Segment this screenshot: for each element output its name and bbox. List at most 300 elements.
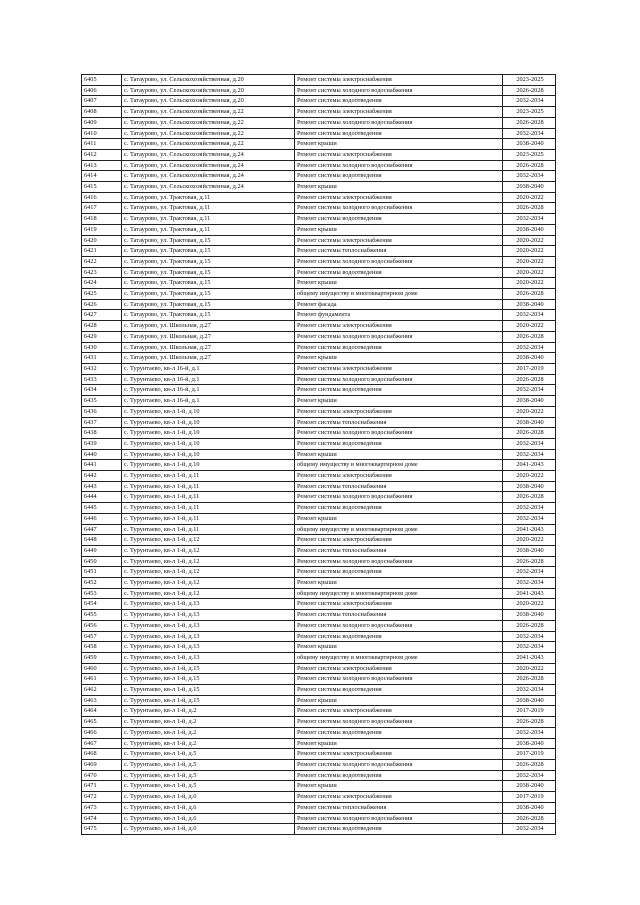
work-type-cell: Ремонт системы водоотведения xyxy=(295,631,503,642)
row-number: 6452 xyxy=(82,578,122,589)
work-type-cell: Ремонт системы водоотведения xyxy=(295,503,503,514)
period-cell: 2032-2034 xyxy=(503,642,556,653)
table-row xyxy=(82,524,556,535)
row-number: 6467 xyxy=(82,738,122,749)
row-number: 6442 xyxy=(82,471,122,482)
period-cell: 2026-2028 xyxy=(503,117,556,128)
work-type-cell: Ремонт системы электроснабжения xyxy=(295,235,503,246)
period-cell: 2032-2034 xyxy=(503,513,556,524)
period-cell: 2023-2025 xyxy=(503,75,556,86)
work-type-cell: Ремонт крыши xyxy=(295,182,503,193)
row-number: 6466 xyxy=(82,727,122,738)
period-cell: 2038-2040 xyxy=(503,545,556,556)
address-cell: с. Татаурово, ул. Сельскохозяйственная, д.22 xyxy=(122,107,295,118)
table-row xyxy=(82,545,556,556)
row-number: 6450 xyxy=(82,556,122,567)
table-row xyxy=(82,438,556,449)
row-number: 6461 xyxy=(82,674,122,685)
address-cell: с. Турунтаево, кв-л 16-й, д.1 xyxy=(122,363,295,374)
period-cell: 2032-2034 xyxy=(503,342,556,353)
table-row xyxy=(82,674,556,685)
work-type-cell: Ремонт системы теплоснабжения xyxy=(295,481,503,492)
row-number: 6434 xyxy=(82,385,122,396)
work-type-cell: Ремонт системы холодного водоснабжения xyxy=(295,160,503,171)
period-cell: 2038-2040 xyxy=(503,610,556,621)
address-cell: с. Турунтаево, кв-л 1-й, д.11 xyxy=(122,524,295,535)
table-row xyxy=(82,792,556,803)
address-cell: с. Татаурово, ул. Трактовая, д.11 xyxy=(122,203,295,214)
address-cell: с. Татаурово, ул. Трактовая, д.15 xyxy=(122,235,295,246)
table-row xyxy=(82,214,556,225)
address-cell: с. Турунтаево, кв-л 1-й, д.2 xyxy=(122,738,295,749)
period-cell: 2032-2034 xyxy=(503,567,556,578)
table-row xyxy=(82,406,556,417)
period-cell: 2038-2040 xyxy=(503,353,556,364)
table-row xyxy=(82,299,556,310)
row-number: 6421 xyxy=(82,246,122,257)
address-cell: с. Татаурово, ул. Школьная, д.27 xyxy=(122,353,295,364)
work-type-cell: общему имуществу в многоквартирном доме xyxy=(295,652,503,663)
row-number: 6409 xyxy=(82,117,122,128)
row-number: 6473 xyxy=(82,802,122,813)
table-row xyxy=(82,749,556,760)
address-cell: с. Турунтаево, кв-л 1-й, д.15 xyxy=(122,685,295,696)
row-number: 6411 xyxy=(82,139,122,150)
period-cell: 2020-2022 xyxy=(503,267,556,278)
work-type-cell: Ремонт системы электроснабжения xyxy=(295,792,503,803)
address-cell: с. Турунтаево, кв-л 16-й, д.1 xyxy=(122,385,295,396)
period-cell: 2020-2022 xyxy=(503,599,556,610)
table-row xyxy=(82,631,556,642)
row-number: 6462 xyxy=(82,685,122,696)
work-type-cell: Ремонт системы теплоснабжения xyxy=(295,802,503,813)
period-cell: 2032-2034 xyxy=(503,438,556,449)
work-type-cell: Ремонт системы холодного водоснабжения xyxy=(295,556,503,567)
period-cell: 2026-2028 xyxy=(503,620,556,631)
address-cell: с. Турунтаево, кв-л 1-й, д.10 xyxy=(122,460,295,471)
table-row xyxy=(82,353,556,364)
row-number: 6447 xyxy=(82,524,122,535)
table-row xyxy=(82,117,556,128)
address-cell: с. Татаурово, ул. Сельскохозяйственная, д.24 xyxy=(122,171,295,182)
row-number: 6439 xyxy=(82,438,122,449)
work-type-cell: Ремонт системы холодного водоснабжения xyxy=(295,813,503,824)
row-number: 6417 xyxy=(82,203,122,214)
period-cell: 2038-2040 xyxy=(503,738,556,749)
row-number: 6424 xyxy=(82,278,122,289)
table-row xyxy=(82,781,556,792)
work-type-cell: Ремонт системы холодного водоснабжения xyxy=(295,760,503,771)
table-row xyxy=(82,513,556,524)
row-number: 6438 xyxy=(82,428,122,439)
table-row xyxy=(82,224,556,235)
period-cell: 2026-2028 xyxy=(503,331,556,342)
table-row xyxy=(82,652,556,663)
address-cell: с. Турунтаево, кв-л 16-й, д.1 xyxy=(122,396,295,407)
period-cell: 2032-2034 xyxy=(503,770,556,781)
address-cell: с. Турунтаево, кв-л 1-й, д.6 xyxy=(122,824,295,835)
address-cell: с. Турунтаево, кв-л 16-й, д.1 xyxy=(122,374,295,385)
address-cell: с. Татаурово, ул. Трактовая, д.15 xyxy=(122,299,295,310)
period-cell: 2038-2040 xyxy=(503,781,556,792)
address-cell: с. Татаурово, ул. Сельскохозяйственная, д.22 xyxy=(122,128,295,139)
address-cell: с. Турунтаево, кв-л 1-й, д.10 xyxy=(122,438,295,449)
work-type-cell: Ремонт системы электроснабжения xyxy=(295,149,503,160)
work-type-cell: Ремонт системы водоотведения xyxy=(295,438,503,449)
table-row xyxy=(82,610,556,621)
row-number: 6458 xyxy=(82,642,122,653)
work-type-cell: Ремонт системы водоотведения xyxy=(295,385,503,396)
address-cell: с. Татаурово, ул. Трактовая, д.15 xyxy=(122,278,295,289)
period-cell: 2020-2022 xyxy=(503,406,556,417)
address-cell: с. Турунтаево, кв-л 1-й, д.2 xyxy=(122,727,295,738)
table-row xyxy=(82,727,556,738)
table-row xyxy=(82,396,556,407)
table-row xyxy=(82,96,556,107)
work-type-cell: Ремонт крыши xyxy=(295,513,503,524)
table-row xyxy=(82,503,556,514)
work-type-cell: Ремонт системы водоотведения xyxy=(295,171,503,182)
address-cell: с. Турунтаево, кв-л 1-й, д.12 xyxy=(122,535,295,546)
work-type-cell: общему имуществу в многоквартирном доме xyxy=(295,524,503,535)
work-type-cell: Ремонт системы электроснабжения xyxy=(295,535,503,546)
table-row xyxy=(82,535,556,546)
period-cell: 2026-2028 xyxy=(503,717,556,728)
address-cell: с. Турунтаево, кв-л 1-й, д.13 xyxy=(122,620,295,631)
work-type-cell: Ремонт системы теплоснабжения xyxy=(295,246,503,257)
table-row xyxy=(82,374,556,385)
table-row xyxy=(82,75,556,86)
period-cell: 2026-2028 xyxy=(503,492,556,503)
work-type-cell: Ремонт системы электроснабжения xyxy=(295,663,503,674)
work-type-cell: Ремонт системы водоотведения xyxy=(295,727,503,738)
period-cell: 2038-2040 xyxy=(503,396,556,407)
repair-schedule-table xyxy=(81,74,556,835)
address-cell: с. Турунтаево, кв-л 1-й, д.5 xyxy=(122,749,295,760)
address-cell: с. Татаурово, ул. Трактовая, д.11 xyxy=(122,192,295,203)
row-number: 6472 xyxy=(82,792,122,803)
period-cell: 2041-2043 xyxy=(503,588,556,599)
work-type-cell: Ремонт фундамента xyxy=(295,310,503,321)
address-cell: с. Турунтаево, кв-л 1-й, д.12 xyxy=(122,588,295,599)
work-type-cell: Ремонт крыши xyxy=(295,396,503,407)
row-number: 6455 xyxy=(82,610,122,621)
row-number: 6449 xyxy=(82,545,122,556)
table-row xyxy=(82,770,556,781)
row-number: 6412 xyxy=(82,149,122,160)
address-cell: с. Турунтаево, кв-л 1-й, д.6 xyxy=(122,792,295,803)
period-cell: 2032-2034 xyxy=(503,171,556,182)
address-cell: с. Турунтаево, кв-л 1-й, д.5 xyxy=(122,760,295,771)
table-row xyxy=(82,363,556,374)
table-row xyxy=(82,256,556,267)
table-row xyxy=(82,471,556,482)
work-type-cell: Ремонт системы теплоснабжения xyxy=(295,545,503,556)
table-row xyxy=(82,642,556,653)
address-cell: с. Турунтаево, кв-л 1-й, д.11 xyxy=(122,481,295,492)
work-type-cell: Ремонт системы электроснабжения xyxy=(295,749,503,760)
period-cell: 2038-2040 xyxy=(503,139,556,150)
address-cell: с. Татаурово, ул. Трактовая, д.15 xyxy=(122,289,295,300)
row-number: 6419 xyxy=(82,224,122,235)
work-type-cell: Ремонт системы водоотведения xyxy=(295,567,503,578)
row-number: 6470 xyxy=(82,770,122,781)
period-cell: 2020-2022 xyxy=(503,663,556,674)
work-type-cell: Ремонт системы холодного водоснабжения xyxy=(295,374,503,385)
table-row xyxy=(82,428,556,439)
row-number: 6435 xyxy=(82,396,122,407)
period-cell: 2017-2019 xyxy=(503,749,556,760)
row-number: 6415 xyxy=(82,182,122,193)
period-cell: 2017-2019 xyxy=(503,706,556,717)
period-cell: 2032-2034 xyxy=(503,824,556,835)
row-number: 6428 xyxy=(82,321,122,332)
period-cell: 2038-2040 xyxy=(503,481,556,492)
address-cell: с. Турунтаево, кв-л 1-й, д.10 xyxy=(122,406,295,417)
row-number: 6451 xyxy=(82,567,122,578)
address-cell: с. Татаурово, ул. Сельскохозяйственная, д.24 xyxy=(122,149,295,160)
table-row xyxy=(82,449,556,460)
address-cell: с. Турунтаево, кв-л 1-й, д.12 xyxy=(122,578,295,589)
row-number: 6418 xyxy=(82,214,122,225)
address-cell: с. Татаурово, ул. Школьная, д.27 xyxy=(122,342,295,353)
address-cell: с. Татаурово, ул. Школьная, д.27 xyxy=(122,321,295,332)
period-cell: 2032-2034 xyxy=(503,310,556,321)
period-cell: 2017-2019 xyxy=(503,792,556,803)
table-row xyxy=(82,139,556,150)
work-type-cell: Ремонт системы водоотведения xyxy=(295,770,503,781)
row-number: 6443 xyxy=(82,481,122,492)
table-row xyxy=(82,203,556,214)
period-cell: 2020-2022 xyxy=(503,246,556,257)
address-cell: с. Турунтаево, кв-л 1-й, д.12 xyxy=(122,556,295,567)
address-cell: с. Татаурово, ул. Трактовая, д.15 xyxy=(122,256,295,267)
period-cell: 2041-2043 xyxy=(503,652,556,663)
row-number: 6429 xyxy=(82,331,122,342)
period-cell: 2026-2028 xyxy=(503,289,556,300)
work-type-cell: Ремонт системы холодного водоснабжения xyxy=(295,331,503,342)
period-cell: 2032-2034 xyxy=(503,685,556,696)
row-number: 6437 xyxy=(82,417,122,428)
address-cell: с. Турунтаево, кв-л 1-й, д.11 xyxy=(122,503,295,514)
row-number: 6408 xyxy=(82,107,122,118)
table-row xyxy=(82,267,556,278)
work-type-cell: Ремонт крыши xyxy=(295,781,503,792)
table-row xyxy=(82,824,556,835)
period-cell: 2026-2028 xyxy=(503,374,556,385)
row-number: 6456 xyxy=(82,620,122,631)
address-cell: с. Турунтаево, кв-л 1-й, д.11 xyxy=(122,513,295,524)
period-cell: 2032-2034 xyxy=(503,727,556,738)
work-type-cell: Ремонт крыши xyxy=(295,278,503,289)
row-number: 6422 xyxy=(82,256,122,267)
address-cell: с. Турунтаево, кв-л 1-й, д.6 xyxy=(122,802,295,813)
period-cell: 2032-2034 xyxy=(503,385,556,396)
row-number: 6420 xyxy=(82,235,122,246)
row-number: 6410 xyxy=(82,128,122,139)
row-number: 6431 xyxy=(82,353,122,364)
row-number: 6474 xyxy=(82,813,122,824)
period-cell: 2038-2040 xyxy=(503,182,556,193)
row-number: 6459 xyxy=(82,652,122,663)
period-cell: 2023-2025 xyxy=(503,107,556,118)
period-cell: 2038-2040 xyxy=(503,299,556,310)
row-number: 6406 xyxy=(82,85,122,96)
work-type-cell: Ремонт системы водоотведения xyxy=(295,214,503,225)
address-cell: с. Татаурово, ул. Школьная, д.27 xyxy=(122,331,295,342)
period-cell: 2041-2043 xyxy=(503,460,556,471)
address-cell: с. Турунтаево, кв-л 1-й, д.2 xyxy=(122,717,295,728)
address-cell: с. Турунтаево, кв-л 1-й, д.13 xyxy=(122,610,295,621)
period-cell: 2026-2028 xyxy=(503,203,556,214)
table-row xyxy=(82,192,556,203)
work-type-cell: Ремонт системы теплоснабжения xyxy=(295,610,503,621)
address-cell: с. Татаурово, ул. Трактовая, д.15 xyxy=(122,267,295,278)
address-cell: с. Турунтаево, кв-л 1-й, д.13 xyxy=(122,599,295,610)
work-type-cell: Ремонт крыши xyxy=(295,224,503,235)
work-type-cell: Ремонт системы холодного водоснабжения xyxy=(295,717,503,728)
work-type-cell: Ремонт крыши xyxy=(295,139,503,150)
period-cell: 2026-2028 xyxy=(503,556,556,567)
period-cell: 2038-2040 xyxy=(503,417,556,428)
period-cell: 2032-2034 xyxy=(503,503,556,514)
table-row xyxy=(82,182,556,193)
table-row xyxy=(82,567,556,578)
period-cell: 2020-2022 xyxy=(503,471,556,482)
work-type-cell: Ремонт системы холодного водоснабжения xyxy=(295,256,503,267)
work-type-cell: Ремонт системы холодного водоснабжения xyxy=(295,203,503,214)
address-cell: с. Турунтаево, кв-л 1-й, д.11 xyxy=(122,492,295,503)
address-cell: с. Татаурово, ул. Сельскохозяйственная, д.20 xyxy=(122,85,295,96)
address-cell: с. Турунтаево, кв-л 1-й, д.15 xyxy=(122,674,295,685)
row-number: 6430 xyxy=(82,342,122,353)
period-cell: 2032-2034 xyxy=(503,631,556,642)
table-row xyxy=(82,417,556,428)
table-row xyxy=(82,717,556,728)
period-cell: 2026-2028 xyxy=(503,760,556,771)
table-row xyxy=(82,760,556,771)
table-row xyxy=(82,481,556,492)
address-cell: с. Татаурово, ул. Трактовая, д.11 xyxy=(122,214,295,225)
address-cell: с. Турунтаево, кв-л 1-й, д.15 xyxy=(122,695,295,706)
table-row xyxy=(82,492,556,503)
period-cell: 2038-2040 xyxy=(503,695,556,706)
table-row xyxy=(82,599,556,610)
table-row xyxy=(82,149,556,160)
period-cell: 2017-2019 xyxy=(503,363,556,374)
address-cell: с. Турунтаево, кв-л 1-й, д.13 xyxy=(122,652,295,663)
row-number: 6441 xyxy=(82,460,122,471)
period-cell: 2032-2034 xyxy=(503,214,556,225)
table-row xyxy=(82,578,556,589)
table-row xyxy=(82,235,556,246)
address-cell: с. Турунтаево, кв-л 1-й, д.12 xyxy=(122,545,295,556)
period-cell: 2023-2025 xyxy=(503,149,556,160)
table-row xyxy=(82,738,556,749)
work-type-cell: Ремонт системы электроснабжения xyxy=(295,363,503,374)
work-type-cell: Ремонт крыши xyxy=(295,578,503,589)
row-number: 6471 xyxy=(82,781,122,792)
address-cell: с. Турунтаево, кв-л 1-й, д.12 xyxy=(122,567,295,578)
work-type-cell: Ремонт крыши xyxy=(295,738,503,749)
work-type-cell: Ремонт системы теплоснабжения xyxy=(295,417,503,428)
period-cell: 2020-2022 xyxy=(503,535,556,546)
table-row xyxy=(82,310,556,321)
work-type-cell: Ремонт системы холодного водоснабжения xyxy=(295,117,503,128)
work-type-cell: Ремонт крыши xyxy=(295,695,503,706)
table-row xyxy=(82,107,556,118)
work-type-cell: Ремонт системы холодного водоснабжения xyxy=(295,620,503,631)
work-type-cell: Ремонт системы электроснабжения xyxy=(295,321,503,332)
address-cell: с. Турунтаево, кв-л 1-й, д.10 xyxy=(122,417,295,428)
period-cell: 2026-2028 xyxy=(503,428,556,439)
row-number: 6427 xyxy=(82,310,122,321)
table-row xyxy=(82,385,556,396)
row-number: 6457 xyxy=(82,631,122,642)
table-row xyxy=(82,706,556,717)
period-cell: 2026-2028 xyxy=(503,85,556,96)
work-type-cell: Ремонт крыши xyxy=(295,353,503,364)
address-cell: с. Турунтаево, кв-л 1-й, д.13 xyxy=(122,631,295,642)
address-cell: с. Турунтаево, кв-л 1-й, д.10 xyxy=(122,449,295,460)
row-number: 6444 xyxy=(82,492,122,503)
address-cell: с. Татаурово, ул. Трактовая, д.15 xyxy=(122,246,295,257)
row-number: 6413 xyxy=(82,160,122,171)
row-number: 6432 xyxy=(82,363,122,374)
table-row xyxy=(82,813,556,824)
work-type-cell: Ремонт системы электроснабжения xyxy=(295,192,503,203)
work-type-cell: Ремонт системы электроснабжения xyxy=(295,706,503,717)
table-row xyxy=(82,663,556,674)
row-number: 6454 xyxy=(82,599,122,610)
work-type-cell: Ремонт системы электроснабжения xyxy=(295,471,503,482)
row-number: 6468 xyxy=(82,749,122,760)
row-number: 6465 xyxy=(82,717,122,728)
work-type-cell: Ремонт системы электроснабжения xyxy=(295,599,503,610)
table-row xyxy=(82,246,556,257)
address-cell: с. Татаурово, ул. Трактовая, д.11 xyxy=(122,224,295,235)
row-number: 6407 xyxy=(82,96,122,107)
address-cell: с. Татаурово, ул. Трактовая, д.15 xyxy=(122,310,295,321)
address-cell: с. Татаурово, ул. Сельскохозяйственная, д.22 xyxy=(122,139,295,150)
row-number: 6475 xyxy=(82,824,122,835)
table-row xyxy=(82,160,556,171)
table-row xyxy=(82,331,556,342)
period-cell: 2038-2040 xyxy=(503,224,556,235)
work-type-cell: Ремонт фасада xyxy=(295,299,503,310)
table-row xyxy=(82,685,556,696)
address-cell: с. Турунтаево, кв-л 1-й, д.10 xyxy=(122,428,295,439)
work-type-cell: Ремонт системы холодного водоснабжения xyxy=(295,85,503,96)
address-cell: с. Татаурово, ул. Сельскохозяйственная, д.20 xyxy=(122,96,295,107)
row-number: 6436 xyxy=(82,406,122,417)
period-cell: 2041-2043 xyxy=(503,524,556,535)
period-cell: 2026-2028 xyxy=(503,674,556,685)
work-type-cell: Ремонт системы холодного водоснабжения xyxy=(295,492,503,503)
address-cell: с. Турунтаево, кв-л 1-й, д.6 xyxy=(122,813,295,824)
row-number: 6453 xyxy=(82,588,122,599)
row-number: 6460 xyxy=(82,663,122,674)
row-number: 6464 xyxy=(82,706,122,717)
row-number: 6416 xyxy=(82,192,122,203)
row-number: 6433 xyxy=(82,374,122,385)
work-type-cell: Ремонт системы водоотведения xyxy=(295,267,503,278)
work-type-cell: Ремонт системы водоотведения xyxy=(295,96,503,107)
row-number: 6445 xyxy=(82,503,122,514)
row-number: 6405 xyxy=(82,75,122,86)
row-number: 6463 xyxy=(82,695,122,706)
row-number: 6414 xyxy=(82,171,122,182)
